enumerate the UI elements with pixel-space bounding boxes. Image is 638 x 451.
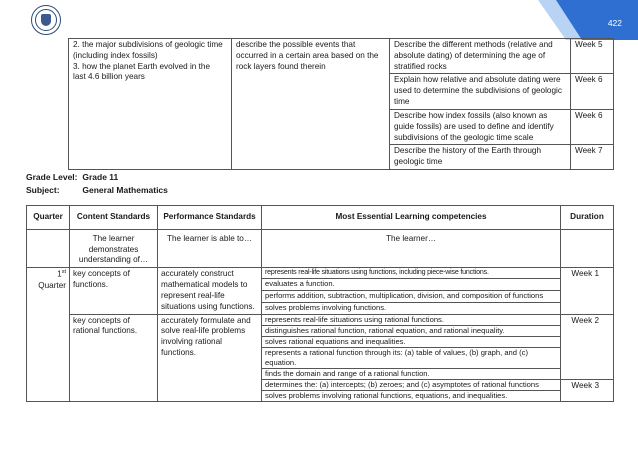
content-standard-cell: key concepts of rational functions.: [70, 314, 158, 401]
performance-standard-cell: accurately construct mathematical models to represent real-life situations using functions.: [158, 268, 262, 314]
subject-value: General Mathematics: [82, 185, 168, 195]
content-standards-cell: [69, 39, 232, 170]
content-standard-cell: key concepts of functions.: [70, 268, 158, 314]
quarter-number: 1st: [57, 269, 66, 280]
performance-standards-header: Performance Standards: [158, 206, 262, 230]
competency-cell: solves problems involving functions.: [262, 302, 561, 314]
subject-line: [26, 185, 168, 196]
performance-line: occurred in a certain area based on the: [236, 50, 379, 60]
deped-seal-logo: [31, 5, 61, 35]
week-cell: Week 7: [571, 145, 614, 170]
competency-cell: finds the domain and range of a rational function.: [262, 368, 561, 379]
week-cell: Week 6: [571, 74, 614, 109]
competency-cell: distinguishes rational function, rational equation, and rational inequality.: [262, 325, 561, 336]
competency-cell: represents a rational function through its: (a) table of values, (b) graph, and (c) equation.: [262, 347, 561, 368]
performance-line: describe the possible events that: [236, 40, 356, 49]
content-line: last 4.6 billion years: [73, 72, 145, 82]
grade-level-value: Grade 11: [82, 172, 119, 182]
duration-cell: Week 2: [561, 314, 614, 379]
duration-intro-cell: [561, 229, 614, 267]
competency-cell: Describe how index fossils (also known as guide fossils) are used to define and identify subdivisions of the geologic time scale: [390, 109, 571, 144]
quarter-cell: [27, 268, 70, 401]
performance-intro-cell: The learner is able to…: [158, 229, 262, 267]
competency-cell: evaluates a function.: [262, 279, 561, 291]
competencies-header: Most Essential Learning competencies: [262, 206, 561, 230]
duration-cell: Week 1: [561, 268, 614, 314]
quarter-intro-cell: [27, 229, 70, 267]
competency-cell: determines the: (a) intercepts; (b) zeroes; and (c) asymptotes of rational functions: [262, 379, 561, 390]
intro-row: [27, 229, 614, 267]
quarter-label: Quarter: [38, 280, 66, 290]
week-cell: Week 5: [571, 39, 614, 74]
content-line: 3. how the planet Earth evolved in the: [73, 61, 211, 71]
table-row: [27, 268, 614, 279]
competency-cell: represents real-life situations using functions, including piece-wise functions.: [262, 268, 561, 279]
subject-label: Subject:: [26, 185, 60, 195]
competency-cell: Describe the different methods (relative and absolute dating) of determining the age of stratified rocks: [390, 39, 571, 74]
performance-standards-cell: [232, 39, 390, 170]
competencies-intro-cell: The learner…: [262, 229, 561, 267]
melc-table: [26, 205, 614, 402]
seal-emblem: [41, 14, 51, 26]
table-row: [27, 314, 614, 325]
content-line: 2. the major subdivisions of geologic time: [73, 40, 223, 49]
grade-level-line: [26, 172, 118, 183]
performance-line: rock layers found therein: [236, 61, 326, 71]
content-standards-header: Content Standards: [70, 206, 158, 230]
duration-cell: Week 3: [561, 379, 614, 401]
content-intro-cell: The learner demonstrates understanding of…: [70, 229, 158, 267]
table-row: [69, 39, 614, 74]
duration-header: Duration: [561, 206, 614, 230]
week-cell: Week 6: [571, 109, 614, 144]
page-number: 422: [607, 18, 622, 28]
competency-cell: Explain how relative and absolute dating were used to determine the subdivisions of geologic time: [390, 74, 571, 109]
performance-standard-cell: accurately formulate and solve real-life problems involving rational functions.: [158, 314, 262, 401]
quarter-header: Quarter: [27, 206, 70, 230]
top-curriculum-table: [68, 38, 614, 170]
competency-cell: represents real-life situations using rational functions.: [262, 314, 561, 325]
competency-cell: performs addition, subtraction, multiplication, division, and composition of functions: [262, 291, 561, 303]
competency-cell: solves problems involving rational functions, equations, and inequalities.: [262, 390, 561, 401]
grade-level-label: Grade Level:: [26, 172, 78, 182]
competency-cell: solves rational equations and inequalities.: [262, 336, 561, 347]
content-line: (including index fossils): [73, 50, 158, 60]
competency-cell: Describe the history of the Earth through geologic time: [390, 145, 571, 170]
header-row: [27, 206, 614, 230]
